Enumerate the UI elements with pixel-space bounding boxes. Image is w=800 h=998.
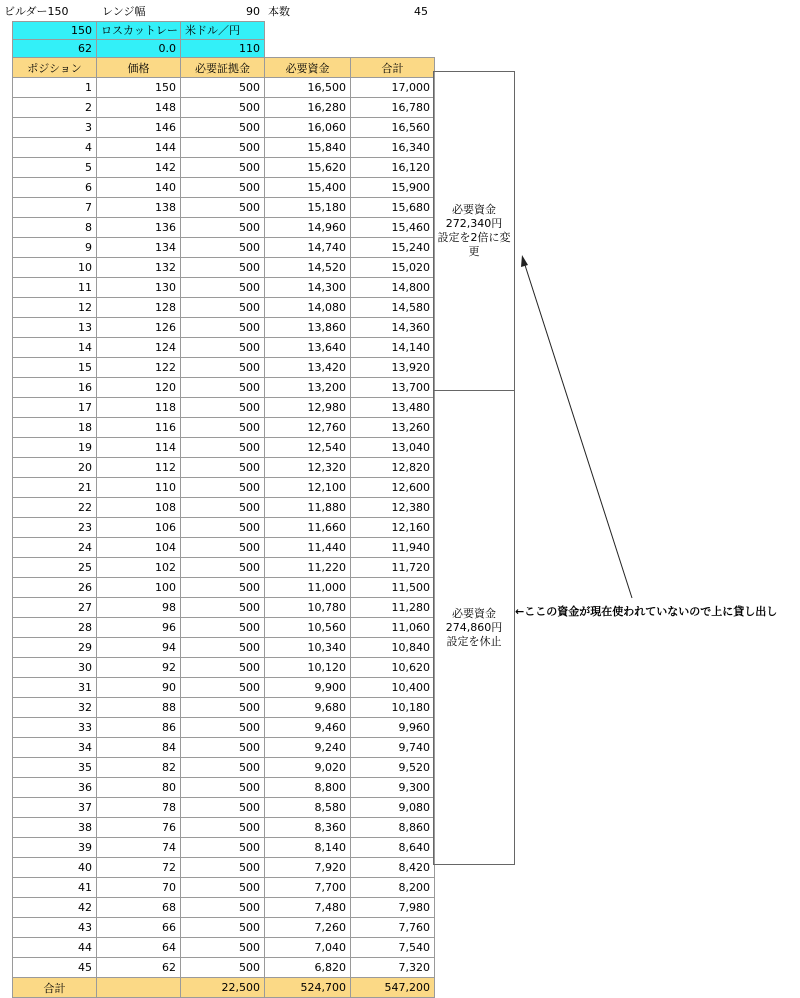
cell-total: 16,120 [351, 158, 435, 178]
cell-required-funds: 11,000 [265, 578, 351, 598]
cell-margin: 500 [181, 198, 265, 218]
cell-required-funds: 14,960 [265, 218, 351, 238]
cell-margin: 500 [181, 338, 265, 358]
cell-position: 26 [13, 578, 97, 598]
cell-margin: 500 [181, 398, 265, 418]
cell-price: 106 [97, 518, 181, 538]
cell-required-funds: 9,680 [265, 698, 351, 718]
cell-position: 18 [13, 418, 97, 438]
cell-required-funds: 6,820 [265, 958, 351, 978]
cell-position: 23 [13, 518, 97, 538]
cell-margin: 500 [181, 618, 265, 638]
cell-margin: 500 [181, 438, 265, 458]
cell-required-funds: 12,100 [265, 478, 351, 498]
cell-required-funds: 8,800 [265, 778, 351, 798]
cell-total: 12,160 [351, 518, 435, 538]
cell-margin: 500 [181, 838, 265, 858]
currency-pair-label: 米ドル／円 [180, 21, 265, 40]
losscut-rate-label: ロスカットレー [96, 21, 181, 40]
cell-position: 25 [13, 558, 97, 578]
cell-total: 15,900 [351, 178, 435, 198]
cell-position: 12 [13, 298, 97, 318]
cell-margin: 500 [181, 318, 265, 338]
cell-price: 150 [97, 78, 181, 98]
cell-position: 35 [13, 758, 97, 778]
lower-group-line: 設定を休止 [446, 634, 502, 648]
cell-required-funds: 12,760 [265, 418, 351, 438]
cell-required-funds: 15,180 [265, 198, 351, 218]
upper-group-line: 設定を2倍に変 [437, 231, 511, 244]
cell-position: 45 [13, 958, 97, 978]
cell-required-funds: 14,740 [265, 238, 351, 258]
cell-position: 44 [13, 938, 97, 958]
cell-total: 8,200 [351, 878, 435, 898]
annotation-note: ←ここの資金が現在使われていないので上に貸し出し [515, 605, 778, 618]
cell-margin: 500 [181, 678, 265, 698]
cell-position: 30 [13, 658, 97, 678]
cell-margin: 500 [181, 898, 265, 918]
cell-margin: 500 [181, 798, 265, 818]
cell-total: 14,800 [351, 278, 435, 298]
cell-position: 4 [13, 138, 97, 158]
cell-total: 7,760 [351, 918, 435, 938]
cell-price: 72 [97, 858, 181, 878]
builder-label: ビルダー150 [4, 6, 69, 18]
cell-total: 16,780 [351, 98, 435, 118]
cell-price: 74 [97, 838, 181, 858]
cell-position: 14 [13, 338, 97, 358]
cell-total: 9,080 [351, 798, 435, 818]
cell-price: 146 [97, 118, 181, 138]
cell-total: 15,680 [351, 198, 435, 218]
cell-total: 10,400 [351, 678, 435, 698]
cell-position: 13 [13, 318, 97, 338]
cell-total: 11,280 [351, 598, 435, 618]
cell-required-funds: 14,300 [265, 278, 351, 298]
header-total: 合計 [351, 58, 435, 78]
cell-position: 39 [13, 838, 97, 858]
cell-margin: 500 [181, 658, 265, 678]
cell-position: 41 [13, 878, 97, 898]
cell-required-funds: 11,660 [265, 518, 351, 538]
cell-price: 88 [97, 698, 181, 718]
cell-price: 84 [97, 738, 181, 758]
cell-required-funds: 7,700 [265, 878, 351, 898]
cell-price: 126 [97, 318, 181, 338]
cell-margin: 500 [181, 158, 265, 178]
cell-price: 112 [97, 458, 181, 478]
count-label: 本数 [268, 6, 290, 18]
footer-total-label: 合計 [13, 978, 97, 998]
cell-margin: 500 [181, 118, 265, 138]
cell-position: 40 [13, 858, 97, 878]
cell-position: 34 [13, 738, 97, 758]
range-width-label: レンジ幅 [102, 6, 146, 18]
cell-required-funds: 16,500 [265, 78, 351, 98]
cell-margin: 500 [181, 418, 265, 438]
cell-required-funds: 9,900 [265, 678, 351, 698]
cell-required-funds: 7,480 [265, 898, 351, 918]
cell-position: 16 [13, 378, 97, 398]
cell-total: 7,320 [351, 958, 435, 978]
upper-group-line: 更 [468, 245, 480, 258]
footer-required-funds-sum: 524,700 [265, 978, 351, 998]
cell-price: 114 [97, 438, 181, 458]
cell-margin: 500 [181, 498, 265, 518]
cell-required-funds: 13,640 [265, 338, 351, 358]
cell-price: 62 [97, 958, 181, 978]
cell-required-funds: 12,320 [265, 458, 351, 478]
cell-required-funds: 10,560 [265, 618, 351, 638]
upper-group-line: 272,340円 [445, 217, 503, 230]
cell-position: 32 [13, 698, 97, 718]
cell-position: 17 [13, 398, 97, 418]
cell-total: 8,420 [351, 858, 435, 878]
cell-position: 6 [13, 178, 97, 198]
cell-position: 38 [13, 818, 97, 838]
cell-margin: 500 [181, 258, 265, 278]
cell-required-funds: 9,020 [265, 758, 351, 778]
cell-required-funds: 7,260 [265, 918, 351, 938]
cell-position: 24 [13, 538, 97, 558]
cell-total: 17,000 [351, 78, 435, 98]
cell-required-funds: 9,240 [265, 738, 351, 758]
cell-position: 42 [13, 898, 97, 918]
cell-margin: 500 [181, 818, 265, 838]
cell-margin: 500 [181, 558, 265, 578]
cell-total: 11,500 [351, 578, 435, 598]
cell-position: 10 [13, 258, 97, 278]
cell-margin: 500 [181, 458, 265, 478]
cell-required-funds: 13,200 [265, 378, 351, 398]
cell-required-funds: 11,440 [265, 538, 351, 558]
cell-margin: 500 [181, 858, 265, 878]
table-row [13, 958, 435, 978]
count-value: 45 [414, 6, 428, 18]
cell-total: 7,980 [351, 898, 435, 918]
cell-total: 9,520 [351, 758, 435, 778]
table-row [13, 938, 435, 958]
cell-margin: 500 [181, 878, 265, 898]
cell-total: 10,840 [351, 638, 435, 658]
cell-total: 8,860 [351, 818, 435, 838]
cell-required-funds: 16,060 [265, 118, 351, 138]
cell-required-funds: 15,840 [265, 138, 351, 158]
cell-position: 20 [13, 458, 97, 478]
exchange-rate-value: 110 [180, 39, 265, 58]
cell-total: 7,540 [351, 938, 435, 958]
upper-group-line: 必要資金 [452, 203, 496, 216]
cell-price: 130 [97, 278, 181, 298]
cell-margin: 500 [181, 738, 265, 758]
cell-margin: 500 [181, 598, 265, 618]
header-margin: 必要証拠金 [181, 58, 265, 78]
header-required-funds: 必要資金 [265, 58, 351, 78]
cell-margin: 500 [181, 298, 265, 318]
cell-total: 13,480 [351, 398, 435, 418]
cell-total: 11,060 [351, 618, 435, 638]
bottom-price-cell: 62 [12, 39, 97, 58]
cell-price: 124 [97, 338, 181, 358]
cell-position: 2 [13, 98, 97, 118]
cell-price: 100 [97, 578, 181, 598]
cell-margin: 500 [181, 758, 265, 778]
cell-margin: 500 [181, 718, 265, 738]
cell-margin: 500 [181, 778, 265, 798]
cell-price: 120 [97, 378, 181, 398]
cell-margin: 500 [181, 78, 265, 98]
cell-total: 16,340 [351, 138, 435, 158]
cell-total: 14,140 [351, 338, 435, 358]
cell-price: 90 [97, 678, 181, 698]
cell-required-funds: 15,400 [265, 178, 351, 198]
range-width-value: 90 [246, 6, 260, 18]
cell-price: 68 [97, 898, 181, 918]
cell-required-funds: 13,860 [265, 318, 351, 338]
cell-margin: 500 [181, 138, 265, 158]
cell-required-funds: 8,140 [265, 838, 351, 858]
cell-position: 22 [13, 498, 97, 518]
cell-price: 78 [97, 798, 181, 818]
cell-price: 138 [97, 198, 181, 218]
cell-total: 12,600 [351, 478, 435, 498]
cell-price: 76 [97, 818, 181, 838]
cell-price: 98 [97, 598, 181, 618]
cell-price: 104 [97, 538, 181, 558]
cell-total: 11,720 [351, 558, 435, 578]
cell-margin: 500 [181, 178, 265, 198]
cell-margin: 500 [181, 958, 265, 978]
header-price: 価格 [97, 58, 181, 78]
cell-price: 122 [97, 358, 181, 378]
cell-position: 28 [13, 618, 97, 638]
cell-position: 36 [13, 778, 97, 798]
cell-total: 8,640 [351, 838, 435, 858]
cell-price: 70 [97, 878, 181, 898]
cell-required-funds: 14,080 [265, 298, 351, 318]
cell-position: 33 [13, 718, 97, 738]
cell-required-funds: 10,120 [265, 658, 351, 678]
cell-required-funds: 10,780 [265, 598, 351, 618]
cell-total: 14,580 [351, 298, 435, 318]
lower-group-line: 274,860円 [445, 620, 503, 634]
footer-price [97, 978, 181, 998]
cell-required-funds: 11,220 [265, 558, 351, 578]
cell-price: 96 [97, 618, 181, 638]
cell-total: 15,240 [351, 238, 435, 258]
cell-position: 43 [13, 918, 97, 938]
cell-total: 10,180 [351, 698, 435, 718]
cell-required-funds: 11,880 [265, 498, 351, 518]
cell-price: 144 [97, 138, 181, 158]
cell-position: 27 [13, 598, 97, 618]
cell-required-funds: 14,520 [265, 258, 351, 278]
cell-margin: 500 [181, 638, 265, 658]
cell-total: 14,360 [351, 318, 435, 338]
cell-price: 110 [97, 478, 181, 498]
cell-total: 9,740 [351, 738, 435, 758]
cell-required-funds: 8,580 [265, 798, 351, 818]
cell-price: 132 [97, 258, 181, 278]
header-position: ポジション [13, 58, 97, 78]
cell-total: 13,920 [351, 358, 435, 378]
cell-total: 13,040 [351, 438, 435, 458]
cell-position: 11 [13, 278, 97, 298]
cell-margin: 500 [181, 918, 265, 938]
cell-price: 94 [97, 638, 181, 658]
cell-margin: 500 [181, 98, 265, 118]
table-row [13, 918, 435, 938]
cell-position: 19 [13, 438, 97, 458]
cell-position: 9 [13, 238, 97, 258]
cell-position: 29 [13, 638, 97, 658]
cell-margin: 500 [181, 938, 265, 958]
cell-total: 10,620 [351, 658, 435, 678]
footer-margin-sum: 22,500 [181, 978, 265, 998]
cell-margin: 500 [181, 278, 265, 298]
cell-total: 15,020 [351, 258, 435, 278]
cell-margin: 500 [181, 578, 265, 598]
cell-price: 92 [97, 658, 181, 678]
cell-position: 3 [13, 118, 97, 138]
cell-required-funds: 8,360 [265, 818, 351, 838]
cell-total: 13,260 [351, 418, 435, 438]
cell-total: 9,960 [351, 718, 435, 738]
cell-position: 7 [13, 198, 97, 218]
cell-margin: 500 [181, 518, 265, 538]
cell-margin: 500 [181, 238, 265, 258]
cell-price: 82 [97, 758, 181, 778]
table-footer-row [13, 978, 435, 998]
cell-required-funds: 7,920 [265, 858, 351, 878]
cell-position: 5 [13, 158, 97, 178]
cell-price: 108 [97, 498, 181, 518]
cell-total: 9,300 [351, 778, 435, 798]
cell-total: 12,820 [351, 458, 435, 478]
cell-required-funds: 10,340 [265, 638, 351, 658]
cell-required-funds: 13,420 [265, 358, 351, 378]
cell-position: 1 [13, 78, 97, 98]
cell-margin: 500 [181, 478, 265, 498]
cell-price: 86 [97, 718, 181, 738]
cell-total: 13,700 [351, 378, 435, 398]
cell-price: 128 [97, 298, 181, 318]
cell-margin: 500 [181, 358, 265, 378]
cell-required-funds: 12,980 [265, 398, 351, 418]
cell-position: 15 [13, 358, 97, 378]
cell-margin: 500 [181, 698, 265, 718]
cell-margin: 500 [181, 538, 265, 558]
cell-total: 12,380 [351, 498, 435, 518]
cell-total: 11,940 [351, 538, 435, 558]
losscut-rate-value: 0.0 [96, 39, 181, 58]
cell-price: 134 [97, 238, 181, 258]
cell-price: 116 [97, 418, 181, 438]
cell-required-funds: 16,280 [265, 98, 351, 118]
footer-total-sum: 547,200 [351, 978, 435, 998]
cell-price: 140 [97, 178, 181, 198]
cell-price: 142 [97, 158, 181, 178]
builder-price-cell: 150 [12, 21, 97, 40]
cell-price: 80 [97, 778, 181, 798]
cell-total: 15,460 [351, 218, 435, 238]
cell-required-funds: 15,620 [265, 158, 351, 178]
cell-position: 21 [13, 478, 97, 498]
lower-group-line: 必要資金 [452, 606, 496, 620]
cell-total: 16,560 [351, 118, 435, 138]
cell-required-funds: 12,540 [265, 438, 351, 458]
cell-price: 66 [97, 918, 181, 938]
cell-position: 37 [13, 798, 97, 818]
cell-margin: 500 [181, 218, 265, 238]
cell-required-funds: 9,460 [265, 718, 351, 738]
cell-margin: 500 [181, 378, 265, 398]
cell-price: 148 [97, 98, 181, 118]
cell-price: 118 [97, 398, 181, 418]
cell-price: 102 [97, 558, 181, 578]
cell-required-funds: 7,040 [265, 938, 351, 958]
cell-price: 136 [97, 218, 181, 238]
cell-position: 31 [13, 678, 97, 698]
cell-position: 8 [13, 218, 97, 238]
cell-price: 64 [97, 938, 181, 958]
